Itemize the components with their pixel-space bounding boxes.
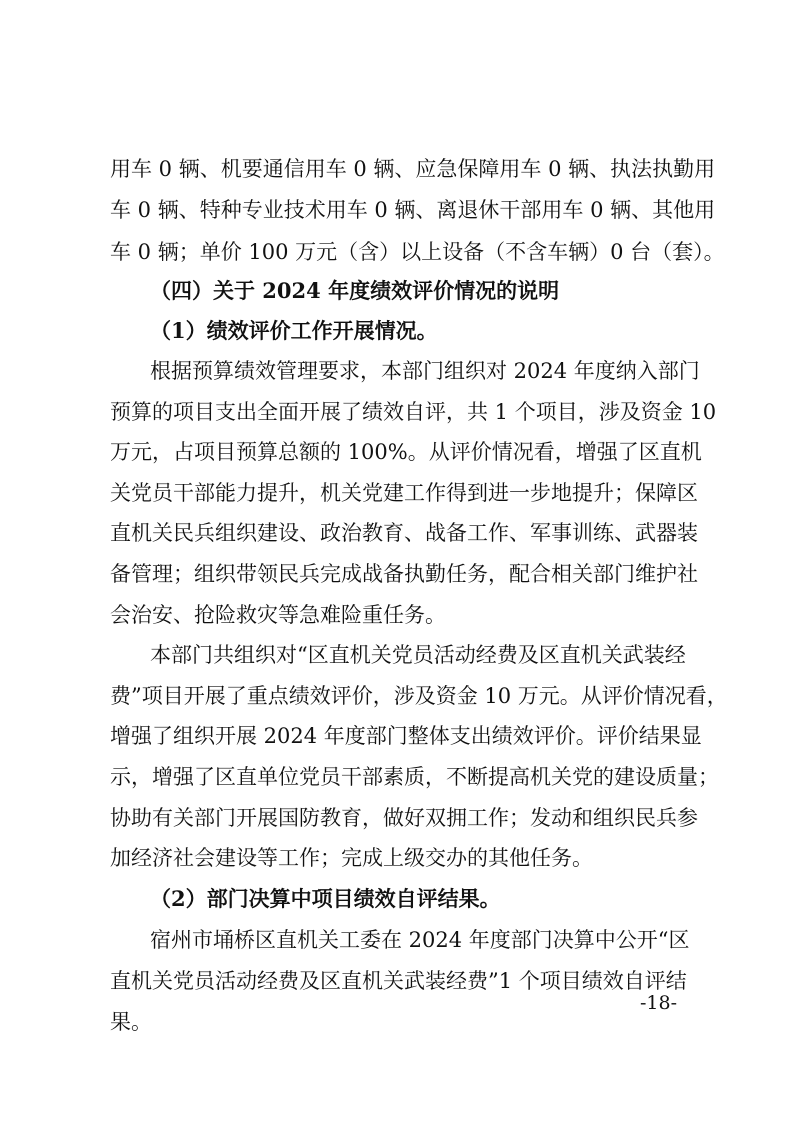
- body-text-line: 增强了组织开展 2024 年度部门整体支出绩效评价。评价结果显: [110, 724, 702, 748]
- body-text-line: 果。: [110, 1010, 152, 1034]
- body-text-line: 关党员干部能力提升，机关党建工作得到进一步地提升；保障区: [110, 481, 698, 505]
- body-text-line: 宿州市埇桥区直机关工委在 2024 年度部门决算中公开“区: [150, 928, 690, 952]
- body-text-line: 车 0 辆；单价 100 万元（含）以上设备（不含车辆）0 台（套）。: [110, 240, 725, 264]
- body-text-line: 费”项目开展了重点绩效评价，涉及资金 10 万元。从评价情况看，: [110, 684, 728, 708]
- body-text-line: 直机关党员活动经费及区直机关武装经费”1 个项目绩效自评结: [110, 969, 687, 993]
- body-text-line: 直机关民兵组织建设、政治教育、战备工作、军事训练、武器装: [110, 521, 698, 545]
- body-text-line: 根据预算绩效管理要求，本部门组织对 2024 年度纳入部门: [150, 359, 700, 383]
- body-text-line: 会治安、抢险救灾等急难险重任务。: [110, 603, 446, 627]
- body-text-line: 车 0 辆、特种专业技术用车 0 辆、离退休干部用车 0 辆、其他用: [110, 198, 716, 222]
- section-heading: （四）关于 2024 年度绩效评价情况的说明: [150, 278, 560, 303]
- body-text-line: 万元，占项目预算总额的 100%。从评价情况看，增强了区直机: [110, 440, 702, 464]
- page-number: -18-: [640, 992, 678, 1014]
- body-text-line: 协助有关部门开展国防教育，做好双拥工作；发动和组织民兵参: [110, 806, 698, 830]
- body-text-line: 加经济社会建设等工作；完成上级交办的其他任务。: [110, 846, 593, 870]
- subsection-heading: （1）绩效评价工作开展情况。: [150, 318, 438, 343]
- body-text-line: 用车 0 辆、机要通信用车 0 辆、应急保障用车 0 辆、执法执勤用: [110, 157, 716, 181]
- body-text-line: 本部门共组织对“区直机关党员活动经费及区直机关武装经: [150, 643, 686, 667]
- body-text-line: 预算的项目支出全面开展了绩效自评，共 1 个项目，涉及资金 10: [110, 400, 717, 424]
- subsection-heading: （2）部门决算中项目绩效自评结果。: [150, 886, 501, 911]
- body-text-line: 示，增强了区直单位党员干部素质，不断提高机关党的建设质量；: [110, 765, 719, 789]
- body-text-line: 备管理；组织带领民兵完成战备执勤任务，配合相关部门维护社: [110, 562, 698, 586]
